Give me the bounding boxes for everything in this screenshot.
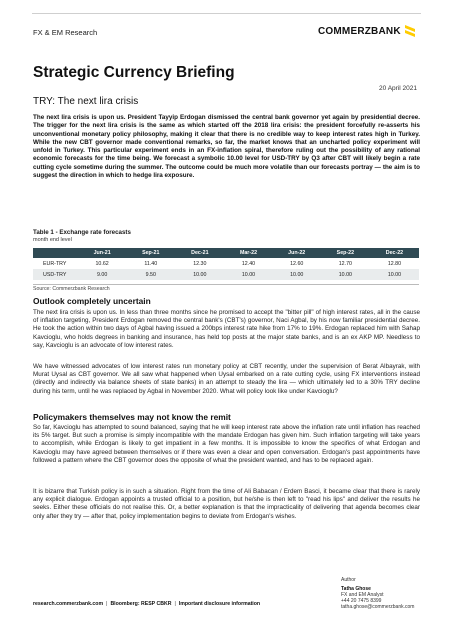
table-cell: 10.00	[224, 269, 272, 280]
author-phone: +44 20 7475 8399	[341, 598, 382, 605]
table-header-cell: Jun-22	[288, 250, 306, 256]
table-cell: 10.62	[78, 258, 126, 269]
table-cell: 12.60	[273, 258, 321, 269]
page-title: Strategic Currency Briefing	[33, 64, 235, 81]
table-header-cell: Sep-22	[336, 250, 355, 256]
report-date: 20 April 2021	[379, 85, 417, 92]
author-email[interactable]: tatha.ghose@commerzbank.com	[341, 604, 415, 611]
table-header-cell: Dec-21	[191, 250, 209, 256]
table-cell: USD-TRY	[33, 269, 78, 280]
report-subtitle: TRY: The next lira crisis	[33, 96, 139, 107]
table-cell: 9.50	[126, 269, 175, 280]
table-header-cell: Dec-22	[385, 250, 404, 256]
table-cell: 10.00	[273, 269, 321, 280]
table-cell: 12.80	[370, 258, 419, 269]
footer: research.commerzbank.com | Bloomberg: RESP CBKR | Important disclosure information	[33, 601, 261, 607]
exchange-rate-table	[33, 248, 419, 280]
table-cell: EUR-TRY	[33, 258, 78, 269]
table-cell: 10.00	[370, 269, 419, 280]
table-cell: 12.30	[175, 258, 224, 269]
author-label: Author	[341, 577, 356, 583]
author-role: FX and EM Analyst	[341, 592, 384, 599]
table-subtitle: month end level	[33, 237, 72, 243]
table-row	[33, 269, 419, 280]
paragraph: We have witnessed advocates of low interest rates run monetary policy at CBT recently, under the supervision of Berat Albayrak, with Murat Uysal as CBT governor. We all saw what happened when Uysal embarked on a rate cutting cycle, using FX interventions instead (directly and indirectly via balance sheets of state banks) in an attempt to steady the lira — which ultimately led to a 30% TRY decline during his term, until he was replaced by Agbal in November 2020. What will policy look like under Kavcioglu?	[33, 363, 420, 395]
paragraph: It is bizarre that Turkish policy is in such a situation. Right from the time of Ali Babacan / Erdem Basci, it became clear that there is rarely any explicit dialogue. Erdogan appoints a trusted official to a position, but he/she is then left to "read his lips" and deliver the results he seeks. Either these officials do not realise this. Or, a better explanation is that the impracticality of delivering that agenda becomes clear only after they try — after that, policy implementation begins to deviate from Erdogan's wishes.	[33, 488, 420, 520]
table-source: Source: Commerzbank Research	[33, 286, 110, 292]
top-rule	[32, 13, 421, 14]
table-cell: 10.00	[321, 269, 370, 280]
table-header-cell: Sep-21	[142, 250, 160, 256]
footer-site-link[interactable]: research.commerzbank.com	[33, 601, 104, 607]
footer-disclosure-link[interactable]: Important disclosure information	[178, 601, 261, 607]
table-cell: 9.00	[78, 269, 126, 280]
commerzbank-logo	[318, 24, 416, 38]
department-label: FX & EM Research	[33, 28, 98, 37]
table-header-cell: Jun-21	[93, 250, 111, 256]
table-cell: 10.00	[175, 269, 224, 280]
table-row	[33, 258, 419, 269]
author-block	[341, 577, 421, 610]
table-header-cell	[33, 248, 78, 258]
section-heading-outlook: Outlook completely uncertain	[33, 296, 151, 306]
brand-name: COMMERZBANK	[318, 25, 401, 37]
ribbon-icon	[404, 24, 416, 38]
table-source-rule	[33, 284, 419, 285]
table-cell: 11.40	[126, 258, 175, 269]
section-heading-policymakers: Policymakers themselves may not know the remit	[33, 412, 231, 422]
footer-bloomberg: Bloomberg: RESP CBKR	[110, 601, 172, 607]
lead-summary: The next lira crisis is upon us. President Tayyip Erdogan dismissed the central bank governor yet again by presidential decree. The trigger for the next lira crisis is the same as which started off the 2018 lira crisis: the president forcefully re-asserts his unconventional monetary policy philosophy, making it clear that there is no credible way to keep interest rates high in Turkey. While the new CBT governor made conventional remarks, so far, the market knows that an uncharted policy experiment will unfold in Turkey. This particular experiment ends in an FX-inflation spiral, therefore ruling out the possibility of any rational economic forecasts for the time being. We forecast a symbolic 10.00 level for USD-TRY by Q3 after CBT will likely begin a rate cutting cycle sometime during the summer. The outcome could be much more volatile than our forecasts portray — the aim is to suggest the direction in which to hedge lira exposure.	[33, 114, 420, 179]
paragraph: The next lira crisis is upon us. In less than three months since he promised to accept the "bitter pill" of high interest rates, all in the cause of inflation targeting, President Erdogan removed the central bank's (CBT's) governor, Naci Agbal, by his now familiar presidential decree. He took the action within two days of Agbal having issued a 200bps interest rate hike from 17% to 19%. Erdogan replaced him with Sahap Kavcioglu, who holds degrees in banking and insurance, has held top posts at the major state banks, and is an ex AKP MP. Needless to say, Kavcioglu is an advocate of low interest rates.	[33, 309, 420, 349]
table-title: Table 1 - Exchange rate forecasts	[33, 229, 131, 236]
paragraph: So far, Kavcioglu has attempted to sound balanced, saying that he will keep interest rate above the inflation rate until inflation has reached its 5% target. But such a promise is simply incompatible with the mandate Erdogan has given him. Such inflation targeting will take years to accomplish, while Erdogan is likely to get impatient in a few months. It is impossible to know the specifics of what Erdogan and Kavcioglu may have agreed between themselves or if there was even a clear and open conversation. Erdogan's past appointments have followed a pattern where the CBT governor does the opposite of what the president wanted, and has to be replaced again.	[33, 424, 420, 464]
table-header-row	[33, 248, 419, 258]
table-cell: 12.70	[321, 258, 370, 269]
table-header-cell: Mar-22	[239, 250, 258, 256]
table-cell: 12.40	[224, 258, 272, 269]
author-name: Tatha Ghose	[341, 586, 371, 593]
